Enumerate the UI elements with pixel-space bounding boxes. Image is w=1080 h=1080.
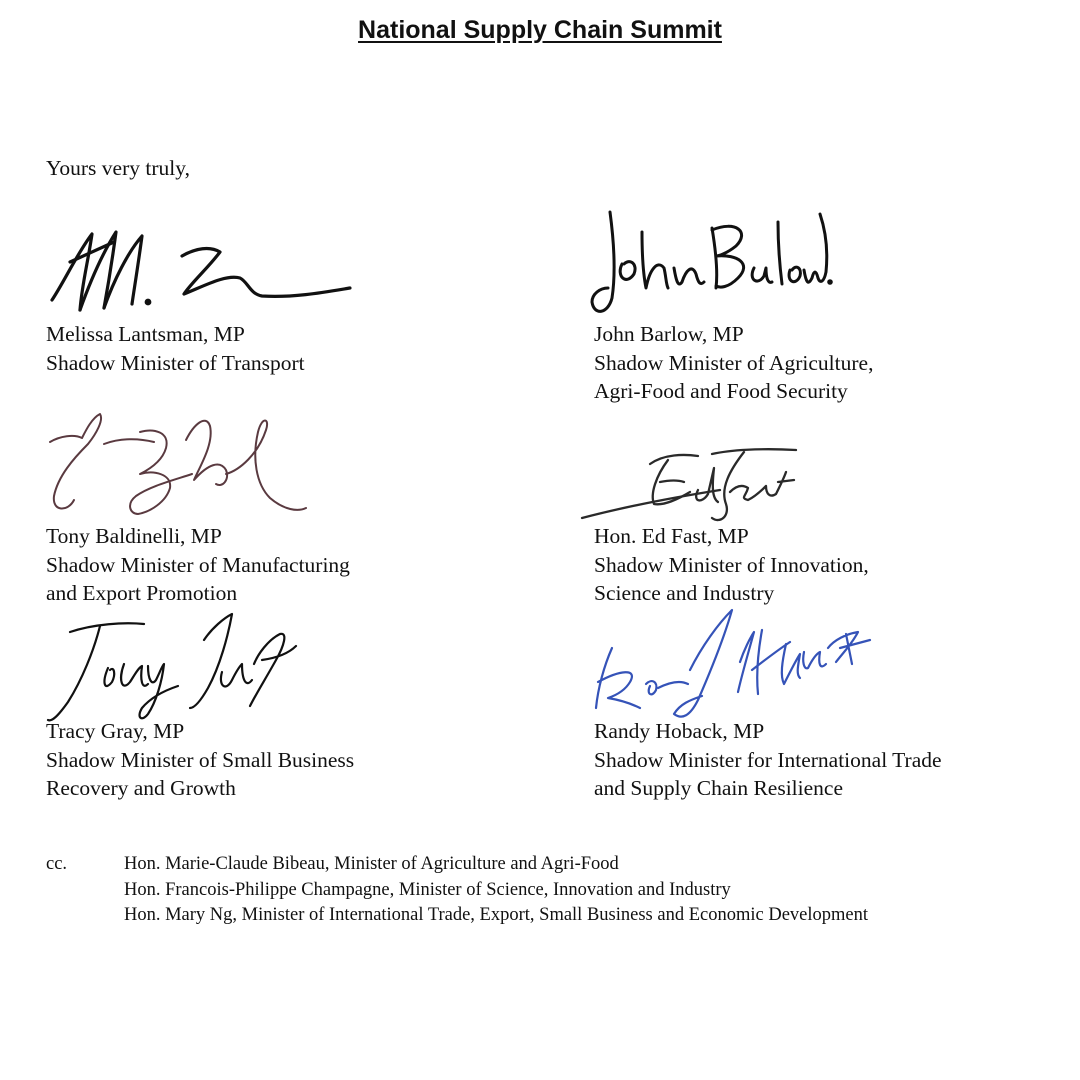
signatory-role: and Export Promotion	[46, 581, 238, 605]
cc-recipient: Hon. Francois-Philippe Champagne, Minister of Science, Innovation and Industry	[124, 879, 731, 900]
cc-label: cc.	[46, 854, 68, 874]
signature-lantsman	[44, 222, 364, 322]
cc-recipients	[124, 852, 868, 929]
signatory-block-barlow	[594, 320, 873, 406]
signature-hoback	[590, 604, 880, 724]
signature-baldinelli	[44, 404, 314, 522]
page-title: National Supply Chain Summit	[358, 16, 722, 44]
signatory-name: Randy Hoback, MP	[594, 719, 765, 743]
signature-fast	[580, 446, 810, 528]
signatory-role: Shadow Minister of Innovation,	[594, 552, 869, 577]
signatory-block-hoback	[594, 717, 942, 803]
signatory-block-baldinelli	[46, 522, 350, 608]
closing-salutation: Yours very truly,	[46, 156, 190, 180]
signatory-name: Tracy Gray, MP	[46, 719, 185, 743]
signatory-role: and Supply Chain Resilience	[594, 776, 844, 800]
signatory-role: Recovery and Growth	[46, 776, 236, 800]
signatory-role: Agri-Food and Food Security	[594, 379, 848, 403]
signature-barlow	[586, 202, 836, 322]
signatory-name: Hon. Ed Fast, MP	[594, 524, 749, 548]
cc-recipient: Hon. Mary Ng, Minister of International Trade, Export, Small Business and Economic Development	[124, 905, 868, 925]
signatory-name: Tony Baldinelli, MP	[46, 524, 222, 548]
signatory-block-lantsman	[46, 320, 305, 377]
signatory-role: Shadow Minister for International Trade	[594, 747, 942, 772]
signature-gray	[44, 610, 304, 730]
signatory-name: Melissa Lantsman, MP	[46, 322, 245, 346]
cc-recipient: Hon. Marie-Claude Bibeau, Minister of Agriculture and Agri-Food	[124, 854, 619, 874]
signatory-role: Shadow Minister of Small Business	[46, 747, 355, 772]
signatory-name: John Barlow, MP	[594, 322, 744, 346]
signatory-role: Shadow Minister of Manufacturing	[46, 552, 350, 577]
signatory-role: Science and Industry	[594, 581, 775, 605]
signatory-block-gray	[46, 717, 354, 803]
signatory-role: Shadow Minister of Transport	[46, 350, 305, 375]
signatory-role: Shadow Minister of Agriculture,	[594, 350, 874, 375]
signatory-block-fast	[594, 522, 869, 608]
